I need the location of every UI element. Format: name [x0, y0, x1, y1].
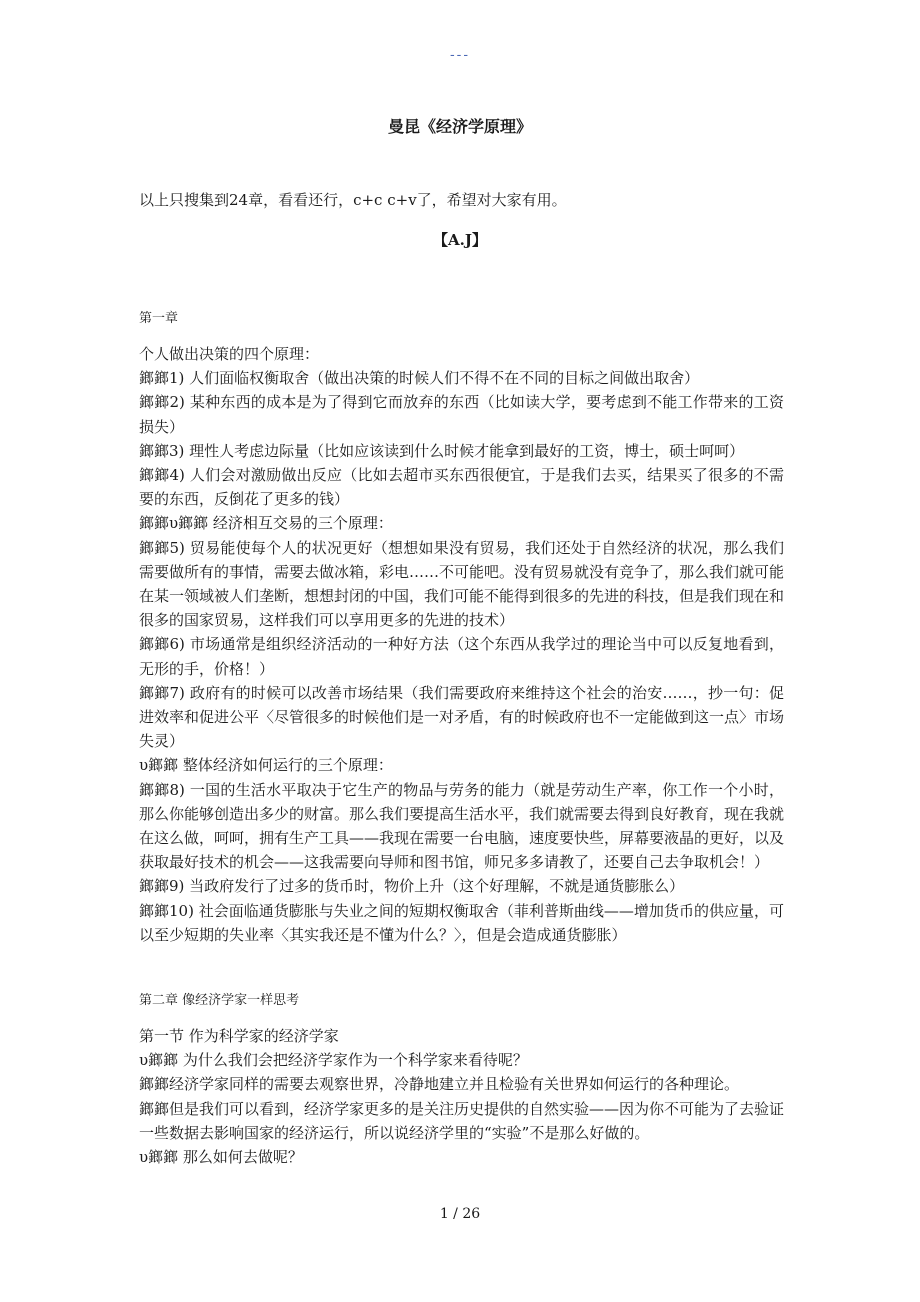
paragraph: 鎯鎯υ鎯鎯 经济相互交易的三个原理：	[139, 514, 393, 533]
paragraph: 鎯鎯但是我们可以看到，经济学家更多的是关注历史提供的自然实验——因为你不可能为了去验证一些数据去影响国家的经济运行，所以说经济学里的“实验”不是那么好做的。	[139, 1099, 785, 1142]
chapter-2-heading: 第二章 像经济学家一样思考	[139, 993, 300, 1008]
paragraph: υ鎯鎯 整体经济如何运行的三个原理：	[139, 756, 393, 775]
chapter-1-body	[139, 342, 784, 947]
paragraph: 鎯鎯3) 理性人考虑边际量（比如应该读到什么时候才能拿到最好的工资，博士，硕士呵呵）	[139, 441, 745, 460]
header-mark: ---	[449, 48, 471, 63]
paragraph: 个人做出决策的四个原理：	[139, 345, 320, 363]
page-number: 1 / 26	[439, 1206, 481, 1222]
document-title: 曼昆《经济学原理》	[387, 117, 532, 136]
paragraph: 鎯鎯8) 一国的生活水平取决于它生产的物品与劳务的能力（就是劳动生产率，你工作一个小时，那么你能够创造出多少的财富。那么我们要提高生活水平，我们就需要去得到良好教育，现在我就在这么做，呵呵，拥有生产工具——我现在需要一台电脑，速度要快些，屏幕要液晶的更好，以及获取最好技术的机会——这我需要向导师和图书馆，师兄多多请教了，还要自己去争取机会！）	[139, 780, 785, 872]
paragraph: 鎯鎯4) 人们会对激励做出反应（比如去超市买东西很便宜，于是我们去买，结果买了很多的不需要的东西，反倒花了更多的钱）	[139, 466, 784, 509]
paragraph: 鎯鎯7) 政府有的时候可以改善市场结果（我们需要政府来维持这个社会的治安……，抄一句：促进效率和促进公平〈尽管很多的时候他们是一对矛盾，有的时候政府也不一定能做到这一点〉市场失灵）	[139, 683, 785, 751]
chapter-1-heading: 第一章	[139, 311, 179, 326]
paragraph: 第一节 作为科学家的经济学家	[139, 1027, 339, 1045]
paragraph: υ鎯鎯 那么如何去做呢？	[139, 1148, 303, 1167]
paragraph: 鎯鎯10) 社会面临通货膨胀与失业之间的短期权衡取舍（菲利普斯曲线——增加货币的供应量，可以至少短期的失业率〈其实我还是不懂为什么？〉，但是会造成通货膨胀）	[139, 901, 784, 944]
intro-text: 以上只搜集到24章，看看还行，c+c c+v了，希望对大家有用。	[139, 191, 567, 209]
chapter-2-body	[139, 1024, 784, 1169]
paragraph: 鎯鎯5) 贸易能使每个人的状况更好（想想如果没有贸易，我们还处于自然经济的状况，那么我们需要做所有的事情，需要去做冰箱，彩电……不可能吧。没有贸易就没有竞争了，那么我们就可能在某一领域被人们垄断，想想封闭的中国，我们可能不能得到很多的先进的科技，但是我们现在和很多的国家贸易，这样我们可以享用更多的先进的技术）	[139, 538, 785, 630]
paragraph: 鎯鎯经济学家同样的需要去观察世界，冷静地建立并且检验有关世界如何运行的各种理论。	[139, 1075, 740, 1094]
paragraph: υ鎯鎯 为什么我们会把经济学家作为一个科学家来看待呢？	[139, 1051, 528, 1070]
paragraph: 鎯鎯1) 人们面临权衡取舍（做出决策的时候人们不得不在不同的目标之间做出取舍）	[139, 369, 700, 388]
paragraph: 鎯鎯2) 某种东西的成本是为了得到它而放弃的东西（比如读大学，要考虑到不能工作带来的工资损失）	[139, 393, 784, 436]
paragraph: 鎯鎯6) 市场通常是组织经济活动的一种好方法（这个东西从我学过的理论当中可以反复地看到，无形的手，价格！）	[139, 635, 784, 678]
author-tag: 【A.J】	[433, 231, 487, 249]
paragraph: 鎯鎯9) 当政府发行了过多的货币时，物价上升（这个好理解，不就是通货膨胀么）	[139, 877, 685, 896]
